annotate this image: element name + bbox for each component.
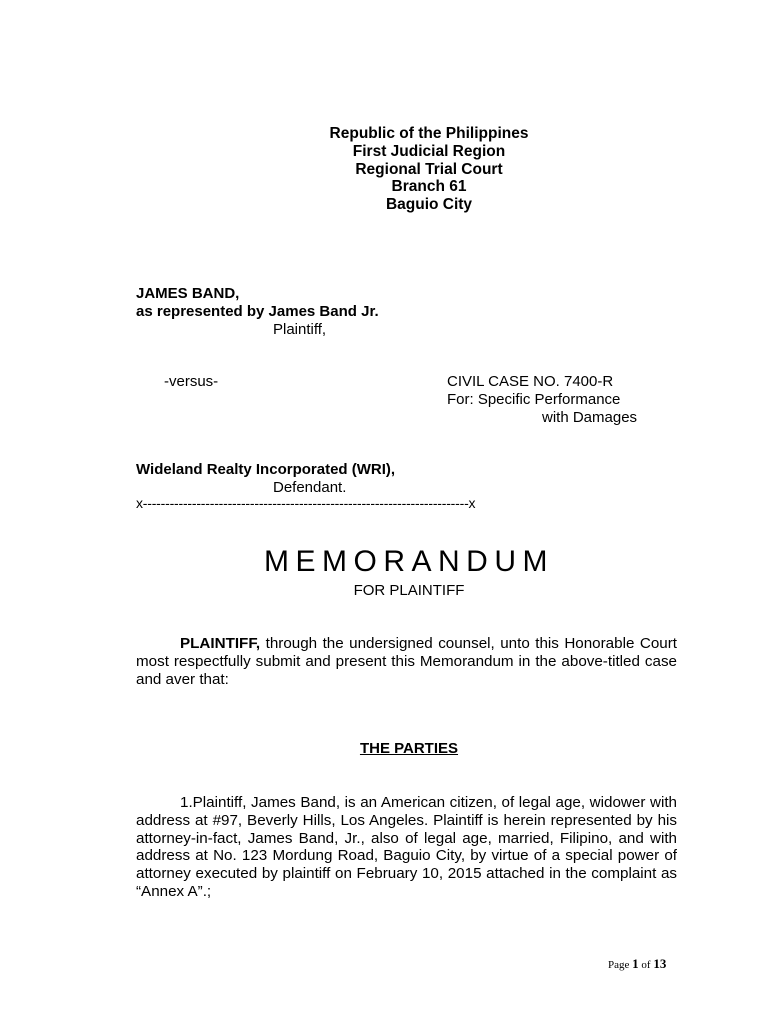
defendant-name: Wideland Realty Incorporated (WRI), (136, 461, 396, 478)
versus-label: -versus- (164, 373, 219, 390)
defendant-role: Defendant. (273, 479, 347, 496)
header-line-branch: Branch 61 (391, 178, 467, 196)
intro-text: through the undersigned counsel, unto this Honorable Court most respectfully submit and present this Memorandum in the above-titled case and aver that: (136, 635, 677, 688)
document-title: MEMORANDUM (264, 545, 554, 578)
header-line-region: First Judicial Region (352, 142, 506, 160)
item-text: Plaintiff, James Band, is an American citizen, of legal age, widower with address at #97, Beverly Hills, Los Angeles. Plaintiff is herein represented by his attorney-in-fact, James Band, Jr., also of legal age, married, Filipino, and with address at No. 123 Mordung Road, Baguio City, by virtue of a special power of attorney executed by plaintiff on February 10, 2015 attached in the complaint as “Annex A”.; (136, 794, 677, 900)
document-subtitle: FOR PLAINTIFF (353, 582, 465, 599)
case-nature: For: Specific Performance (447, 391, 621, 408)
case-number: CIVIL CASE NO. 7400-R (447, 373, 614, 390)
intro-paragraph (136, 635, 677, 688)
page-footer (608, 956, 666, 972)
parties-item-1 (136, 794, 677, 901)
case-nature-cont: with Damages (542, 409, 638, 426)
item-number: 1. (180, 794, 193, 811)
of-label: of (641, 959, 651, 971)
page-label: Page (608, 959, 630, 971)
section-heading-parties: THE PARTIES (359, 740, 459, 757)
plaintiff-role: Plaintiff, (273, 321, 327, 338)
plaintiff-name: JAMES BAND, (136, 285, 240, 302)
caption-divider: x-------------------------------------------------------------------------x (136, 495, 476, 511)
intro-lead: PLAINTIFF, (180, 635, 261, 652)
page-number: 1 (632, 956, 639, 971)
header-line-city: Baguio City (385, 196, 473, 214)
header-line-republic: Republic of the Philippines (329, 125, 529, 142)
header-line-court: Regional Trial Court (355, 160, 503, 178)
total-pages: 13 (653, 956, 667, 971)
court-header (0, 125, 768, 214)
plaintiff-represented: as represented by James Band Jr. (136, 303, 379, 320)
